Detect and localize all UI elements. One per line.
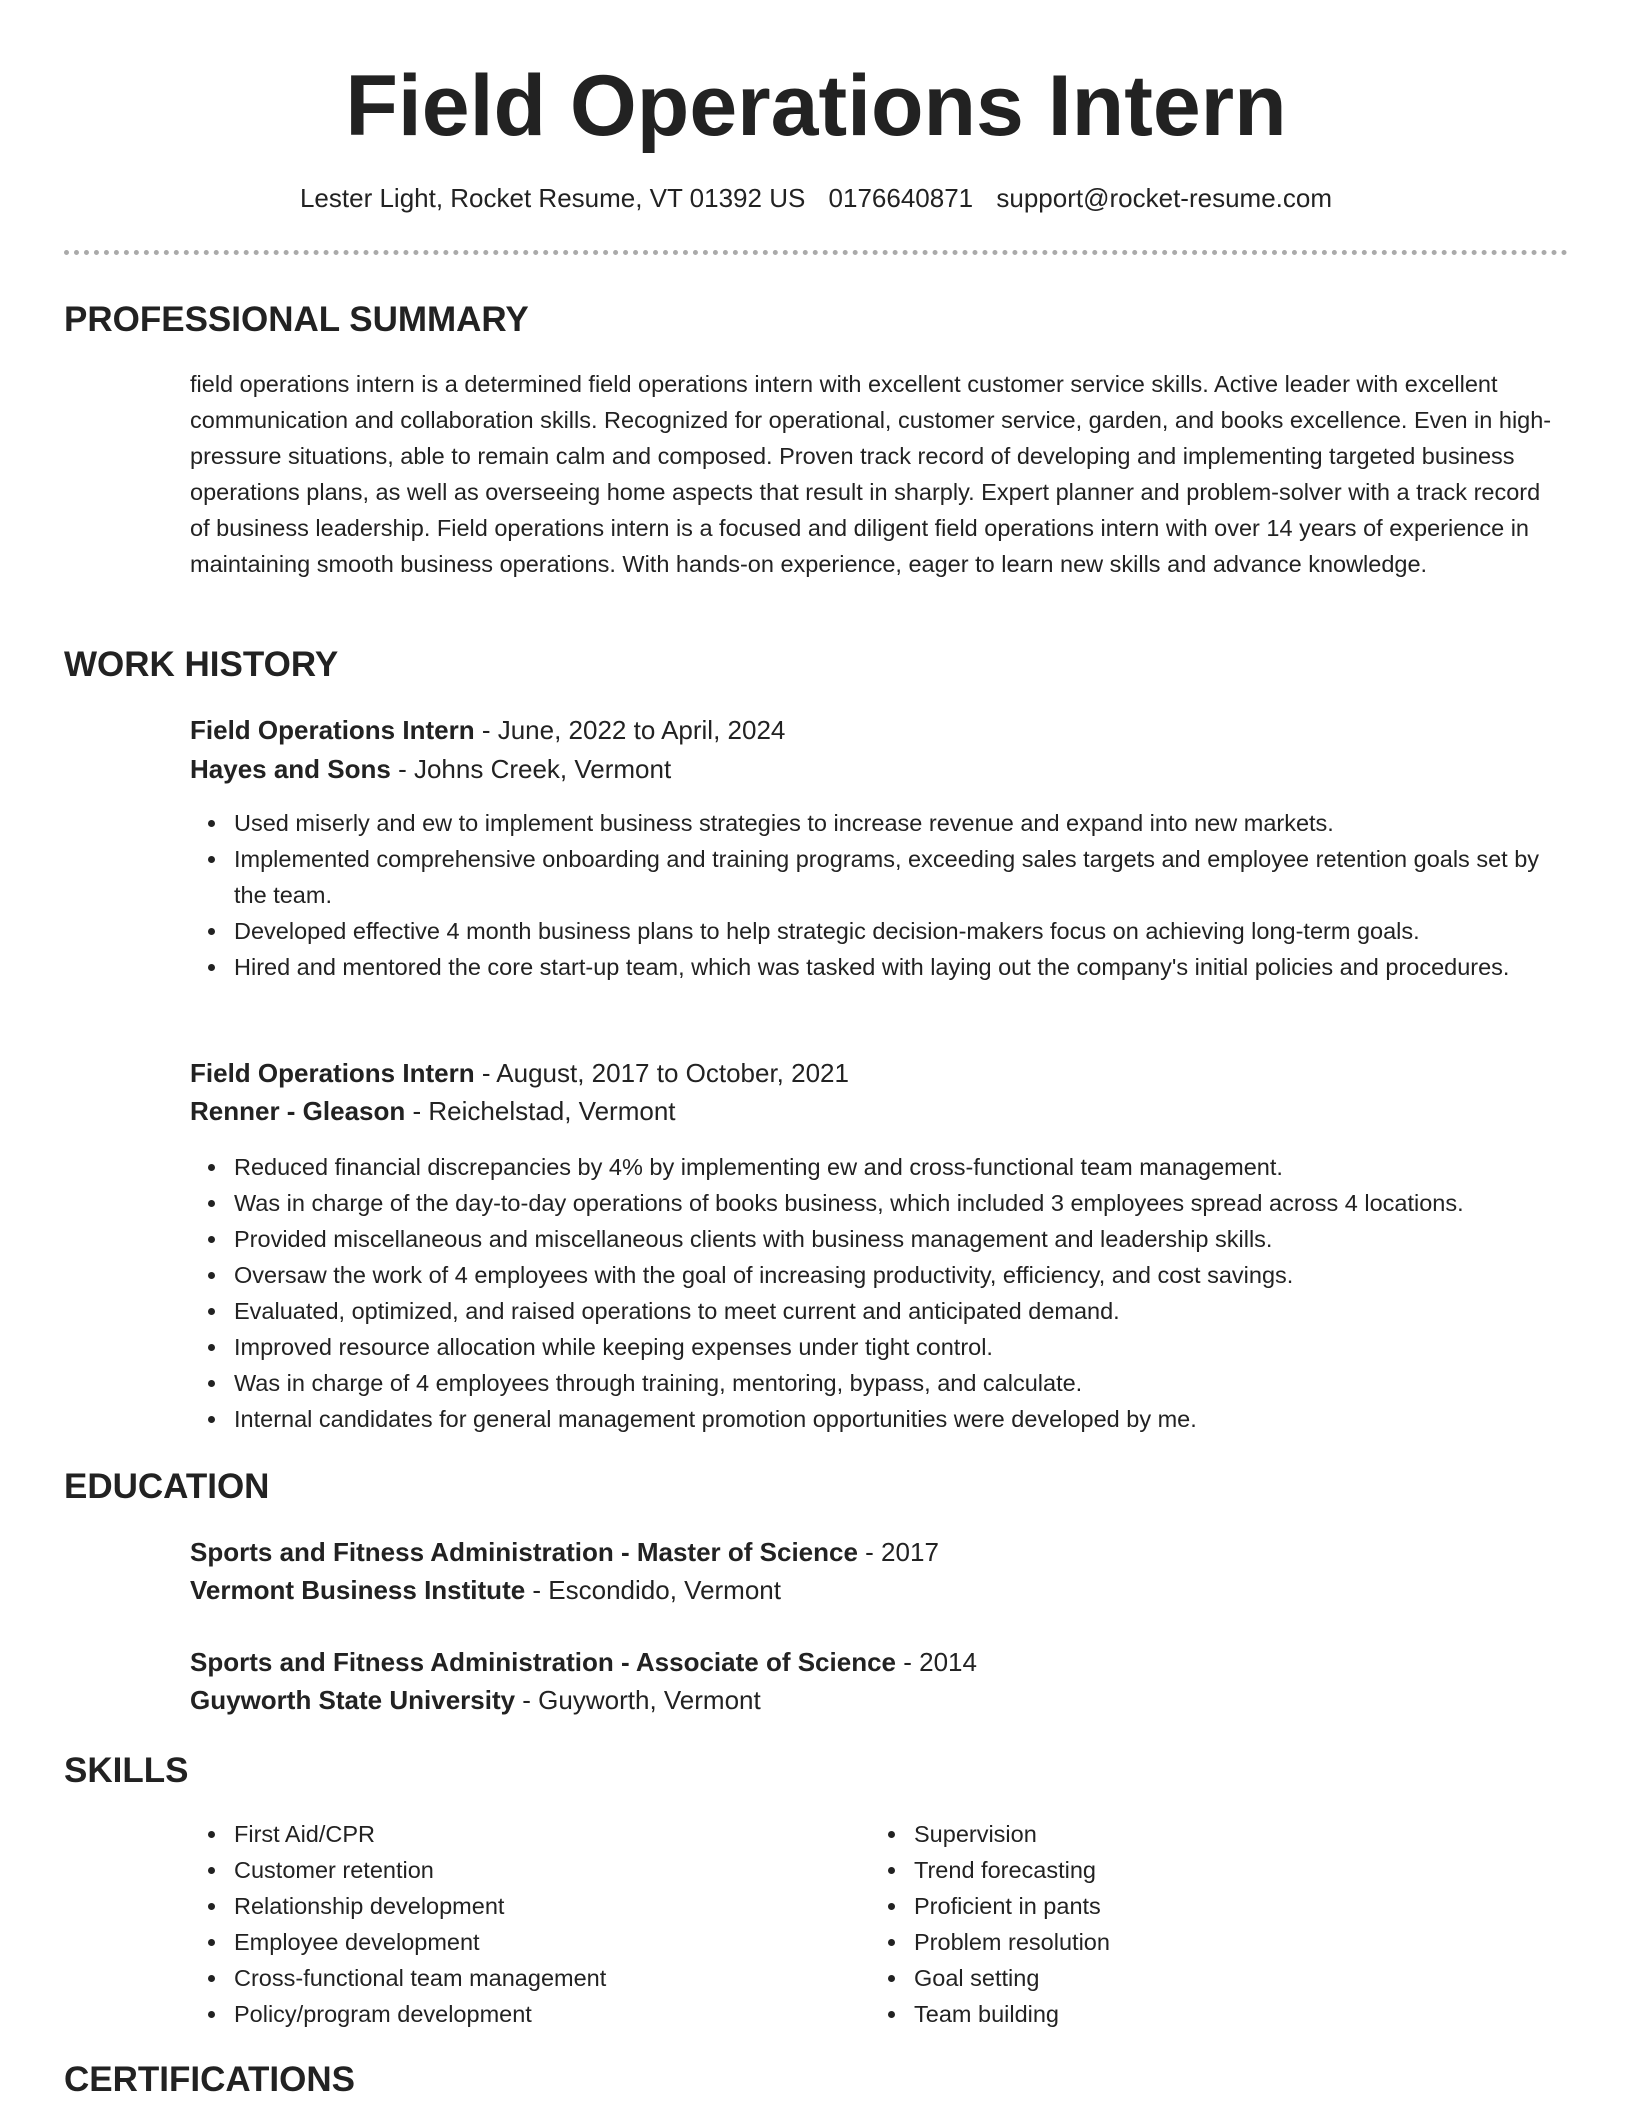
job-bullet: Implemented comprehensive onboarding and training programs, exceeding sales targets and employee retention goals set by the team.: [190, 841, 1570, 913]
education-degree: Sports and Fitness Administration - Associate of Science: [190, 1647, 896, 1677]
education-heading: EDUCATION: [64, 1467, 270, 1506]
skill-item: Goal setting: [870, 1960, 1470, 1996]
job-bullets: [190, 805, 1570, 985]
contact-email: support@rocket-resume.com: [996, 183, 1333, 213]
education-year: - 2017: [857, 1537, 939, 1567]
summary-text: field operations intern is a determined field operations intern with excellent customer service skills. Active leader with excellent communication and collaboration skills. Recognized for operational, customer service, garden, and books excellence. Even in high-pressure situations, able to remain calm and composed. Proven track record of developing and implementing targeted business operations plans, as well as overseeing home aspects that result in sharply. Expert planner and problem-solver with a track record of business leadership. Field operations intern is a focused and diligent field operations intern with over 14 years of experience in maintaining smooth business operations. With hands-on experience, eager to learn new skills and advance knowledge.: [190, 371, 1552, 577]
skill-item: Problem resolution: [870, 1924, 1470, 1960]
job-bullet: Improved resource allocation while keeping expenses under tight control.: [190, 1329, 1570, 1365]
job-company: Hayes and Sons: [190, 754, 391, 784]
education-location: - Escondido, Vermont: [525, 1575, 781, 1605]
skill-item: Cross-functional team management: [190, 1960, 790, 1996]
job-title-line: [190, 1055, 849, 1091]
job-bullet: Was in charge of 4 employees through training, mentoring, bypass, and calculate.: [190, 1365, 1570, 1401]
job-bullet: Evaluated, optimized, and raised operations to meet current and anticipated demand.: [190, 1293, 1570, 1329]
job-title: Field Operations Intern: [190, 1058, 475, 1088]
job-title: Field Operations Intern: [190, 715, 475, 745]
skill-item: Team building: [870, 1996, 1470, 2032]
certifications-heading: CERTIFICATIONS: [64, 2060, 356, 2099]
contact-line: [0, 180, 1632, 216]
job-bullet: Hired and mentored the core start-up team, which was tasked with laying out the company's initial policies and procedures.: [190, 949, 1570, 985]
education-degree-line: [190, 1644, 977, 1680]
education-school: Vermont Business Institute: [190, 1575, 526, 1605]
education-year: - 2014: [896, 1647, 977, 1677]
job-bullet: Reduced financial discrepancies by 4% by implementing ew and cross-functional team management.: [190, 1149, 1570, 1185]
job-company: Renner - Gleason: [190, 1096, 406, 1126]
skills-heading: SKILLS: [64, 1751, 189, 1790]
job-bullet: Was in charge of the day-to-day operations of books business, which included 3 employees spread across 4 locations.: [190, 1185, 1570, 1221]
job-company-line: [190, 1093, 676, 1129]
skill-item: Relationship development: [190, 1888, 790, 1924]
skills-list-right: [870, 1816, 1470, 2032]
job-bullet: Internal candidates for general management promotion opportunities were developed by me.: [190, 1401, 1570, 1437]
education-degree: Sports and Fitness Administration - Master of Science: [190, 1537, 858, 1567]
education-school-line: [190, 1682, 761, 1718]
job-location: - Johns Creek, Vermont: [390, 754, 672, 784]
contact-phone: 0176640871: [828, 183, 974, 213]
education-degree-line: [190, 1534, 939, 1570]
job-company-line: [190, 751, 671, 787]
summary-heading: PROFESSIONAL SUMMARY: [64, 300, 529, 339]
education-location: - Guyworth, Vermont: [515, 1685, 761, 1715]
job-dates: - June, 2022 to April, 2024: [474, 715, 786, 745]
contact-address: Lester Light, Rocket Resume, VT 01392 US: [299, 183, 806, 213]
header-divider: [64, 250, 1568, 255]
work-history-heading: WORK HISTORY: [64, 645, 339, 684]
job-bullet: Developed effective 4 month business plans to help strategic decision-makers focus on achieving long-term goals.: [190, 913, 1570, 949]
skill-item: Supervision: [870, 1816, 1470, 1852]
skill-item: Trend forecasting: [870, 1852, 1470, 1888]
skill-item: First Aid/CPR: [190, 1816, 790, 1852]
skill-item: Proficient in pants: [870, 1888, 1470, 1924]
job-bullet: Used miserly and ew to implement business strategies to increase revenue and expand into new markets.: [190, 805, 1570, 841]
job-bullets: [190, 1149, 1570, 1437]
skill-item: Policy/program development: [190, 1996, 790, 2032]
job-dates: - August, 2017 to October, 2021: [474, 1058, 849, 1088]
job-bullet: Provided miscellaneous and miscellaneous clients with business management and leadership skills.: [190, 1221, 1570, 1257]
job-location: - Reichelstad, Vermont: [405, 1096, 676, 1126]
job-bullet: Oversaw the work of 4 employees with the goal of increasing productivity, efficiency, and cost savings.: [190, 1257, 1570, 1293]
skills-list-left: [190, 1816, 790, 2032]
skill-item: Employee development: [190, 1924, 790, 1960]
education-school-line: [190, 1572, 781, 1608]
page-title: Field Operations Intern: [345, 58, 1287, 154]
job-title-line: [190, 712, 785, 748]
education-school: Guyworth State University: [190, 1685, 516, 1715]
skill-item: Customer retention: [190, 1852, 790, 1888]
